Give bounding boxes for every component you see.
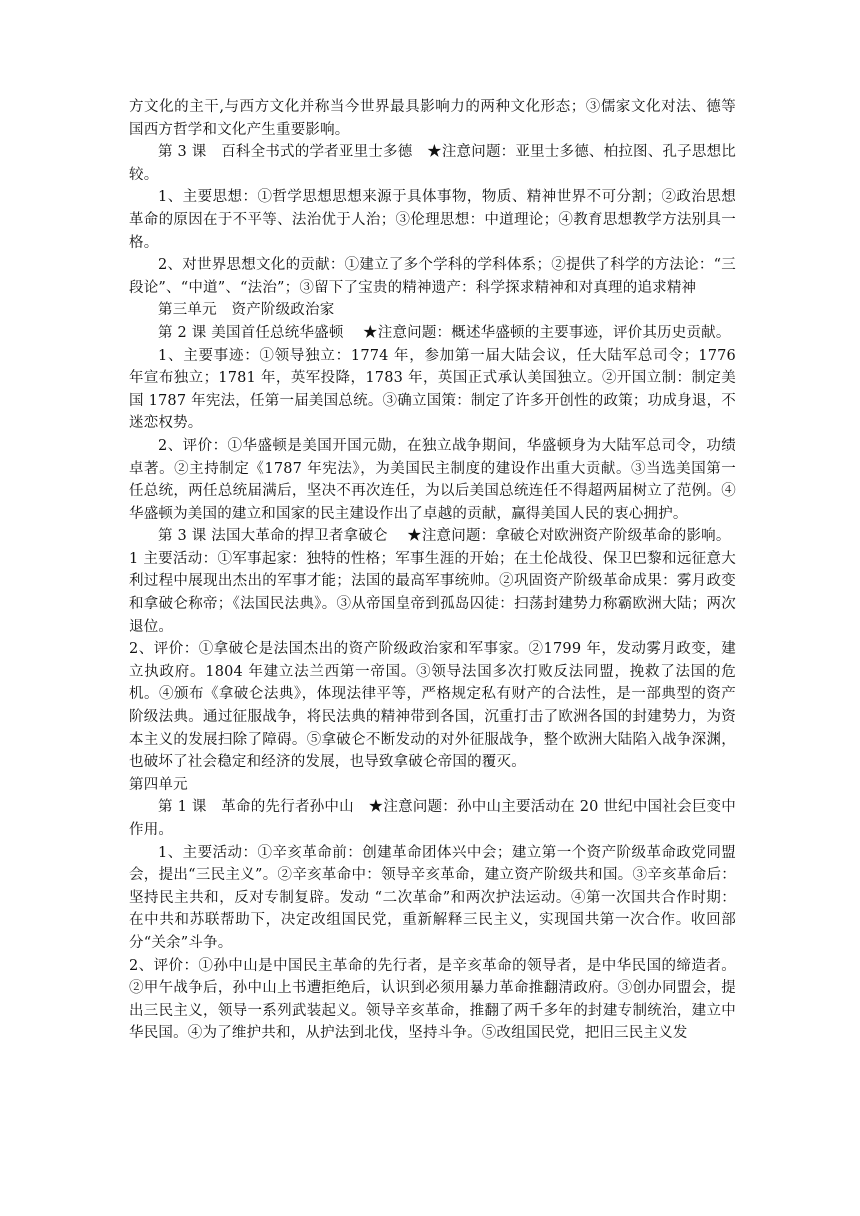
lesson-napoleon-heading: 第 3 课 法国大革命的捍卫者拿破仑 ★注意问题：拿破仑对欧洲资产阶级革命的影响。 [158, 528, 731, 545]
paragraph-sun-yat-sen-evaluation: 2、评价：①孙中山是中国民主革命的先行者，是辛亥革命的领导者，是中华民国的缔造者。②甲午战争后，孙中山上书遭拒绝后，认识到必须用暴力革命推翻清政府。③创办同盟会，提出三民主义，领导一系列武装起义。领导辛亥革命，推翻了两千多年的封建专制统治，建立中华民国。④为了维护共和，从护法到北伐，坚持斗争。⑤改组国民党，把旧三民主义发 [129, 957, 736, 1042]
paragraph-aristotle-contribution: 2、对世界思想文化的贡献：①建立了多个学科的学科体系；②提供了科学的方法论：“三段论”、“中道”、“法治”；③留下了宝贵的精神遗产：科学探求精神和对真理的追求精神 [129, 257, 736, 296]
paragraph-washington-evaluation: 2、评价：①华盛顿是美国开国元勋，在独立战争期间，华盛顿身为大陆军总司令，功绩卓著。②主持制定《1787 年宪法》，为美国民主制度的建设作出重大贡献。③当选美国第一任总统，两任总统届满后，坚决不再次连任，为以后美国总统连任不得超两届树立了范例。④华盛顿为美国的建立和国家的民主建设作出了卓越的贡献，赢得美国人民的衷心拥护。 [129, 437, 736, 522]
paragraph-washington-deeds: 1、主要事迹：①领导独立：1774 年，参加第一届大陆会议，任大陆军总司令；1776 年宣布独立；1781 年，英军投降，1783 年，英国正式承认美国独立。②开国立制：制定美国 1787 年宪法，任第一届美国总统。③确立国策：制定了许多开创性的政策；功成身退，不迷恋权势。 [129, 347, 736, 432]
unit-four-heading: 第四单元 [129, 776, 188, 793]
paragraph-napoleon-evaluation: 2、评价：①拿破仑是法国杰出的资产阶级政治家和军事家。②1799 年，发动雾月政变，建立执政府。1804 年建立法兰西第一帝国。③领导法国多次打败反法同盟，挽救了法国的危机。④颁布《拿破仑法典》，体现法律平等，严格规定私有财产的合法性，是一部典型的资产阶级法典。通过征服战争，将民法典的精神带到各国，沉重打击了欧洲各国的封建势力，为资本主义的发展扫除了障碍。⑤拿破仑不断发动的对外征服战争，整个欧洲大陆陷入战争深渊，也破坏了社会稳定和经济的发展，也导致拿破仑帝国的覆灭。 [129, 641, 736, 771]
lesson-aristotle-heading: 第 3 课 百科全书式的学者亚里士多德 ★注意问题：亚里士多德、柏拉图、孔子思想比较。 [129, 144, 736, 183]
lesson-sun-yat-sen-heading: 第 1 课 革命的先行者孙中山 ★注意问题：孙中山主要活动在 20 世纪中国社会巨变中作用。 [129, 799, 736, 838]
paragraph-napoleon-activities: 1 主要活动：①军事起家：独特的性格；军事生涯的开始；在土伦战役、保卫巴黎和远征意大利过程中展现出杰出的军事才能；法国的最高军事统帅。②巩固资产阶级革命成果：雾月政变和拿破仑称帝；《法国民法典》。③从帝国皇帝到孤岛囚徒：扫荡封建势力称霸欧洲大陆；两次退位。 [129, 550, 736, 635]
unit-three-heading: 第三单元 资产阶级政治家 [158, 302, 335, 319]
lesson-washington-heading: 第 2 课 美国首任总统华盛顿 ★注意问题：概述华盛顿的主要事迹，评价其历史贡献。 [158, 324, 731, 341]
document-body [129, 96, 736, 1045]
paragraph-sun-yat-sen-activities: 1、主要活动：①辛亥革命前：创建革命团体兴中会；建立第一个资产阶级革命政党同盟会，提出“三民主义”。②辛亥革命中：领导辛亥革命，建立资产阶级共和国。③辛亥革命后：坚持民主共和，反对专制复辟。发动 “二次革命”和两次护法运动。④第一次国共合作时期：在中共和苏联帮助下，决定改组国民党，重新解释三民主义，实现国共第一次合作。收回部分“关余”斗争。 [129, 844, 736, 951]
paragraph-confucian-influence: 方文化的主干,与西方文化并称当今世界最具影响力的两种文化形态；③儒家文化对法、德等国西方哲学和文化产生重要影响。 [129, 99, 736, 138]
paragraph-aristotle-thought: 1、主要思想：①哲学思想思想来源于具体事物，物质、精神世界不可分割；②政治思想革命的原因在于不平等、法治优于人治；③伦理思想：中道理论；④教育思想教学方法别具一格。 [129, 189, 736, 251]
